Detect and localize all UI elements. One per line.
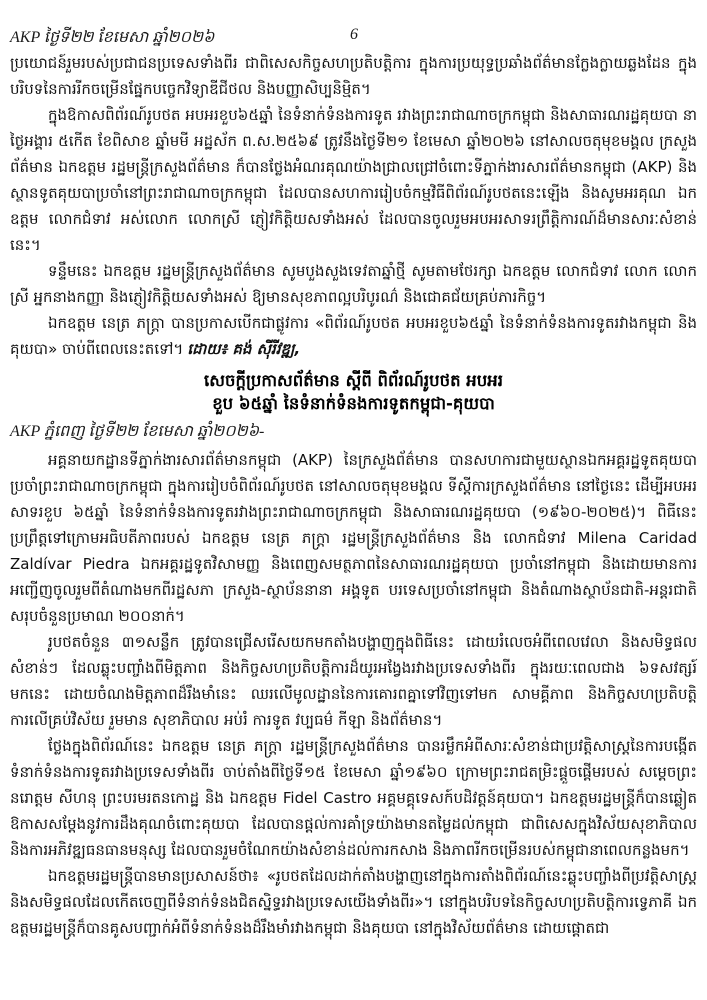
press-release-title <box>10 369 697 415</box>
paragraph-text: ឯកឧត្តម នេត្រ ភក្ត្រា បានប្រកាសបើកជាផ្លូវការ «ពិព័រណ៍រូបថត អបអរខួប៦៥ឆ្នាំ នៃទំនាក់ទំនងការទូតរវាងកម្ពុជា និងគុយបា» ចាប់ពីពេលនេះតទៅ។ <box>10 314 697 358</box>
press-release-title-line2: ខួប ៦៥ឆ្នាំ នៃទំនាក់ទំនងការទូតកម្ពុជា-គុយបា <box>212 394 495 413</box>
body-paragraph: ឯកឧត្តមរដ្ឋមន្ត្រីបានមានប្រសាសន៍ថា៖ «រូបថតដែលដាក់តាំងបង្ហាញនៅក្នុងការតាំងពិព័រណ៍នេះឆ្លុះបញ្ចាំងពីប្រវត្តិសាស្ត្រ និងសមិទ្ធផលដែលកើតចេញពីទំនាក់ទំនងជិតស្និទ្ធរវាងប្រទេសយើងទាំងពីរ»។ នៅក្នុងបរិបទនៃកិច្ចសហប្រតិបត្តិការទ្វេភាគី ឯកឧត្តមរដ្ឋមន្ត្រីក៏បានគូសបញ្ជាក់អំពីទំនាក់ទំនងដ៏រឹងមាំរវាងកម្ពុជា និងគុយបា នៅក្នុងវិស័យព័ត៌មាន ដោយផ្តោតជា <box>10 867 697 937</box>
press-release-body <box>10 447 697 941</box>
page-number: 6 <box>350 26 358 43</box>
body-paragraph <box>10 310 697 362</box>
body-paragraph: រូបថតចំនួន ៣១សន្លឹក ត្រូវបានជ្រើសរើសយកមកតាំងបង្ហាញក្នុងពិធីនេះ ដោយរំលេចអំពីពេលវេលា និងសមិទ្ធផលសំខាន់ៗ ដែលឆ្លុះបញ្ចាំងពីមិត្តភាព និងកិច្ចសហប្រតិបត្តិការដ៏យូរអង្វែងរវាងប្រទេសទាំងពីរ ក្នុងរយៈពេលជាង ៦ទសវត្សរ៍មកនេះ ដោយចំណងមិត្តភាពដ៏រឹងមាំនេះ ឈរលើមូលដ្ឋាននៃការគោរពគ្នាទៅវិញទៅមក សាមគ្គីភាព និងកិច្ចសហប្រតិបត្តិការលើគ្រប់វិស័យ រួមមាន សុខាភិបាល អប់រំ ការទូត វប្បធម៌ កីឡា និងព័ត៌មាន។ <box>10 633 697 729</box>
body-paragraph: ថ្លែងក្នុងពិព័រណ៍នេះ ឯកឧត្តម នេត្រ ភក្ត្រា រដ្ឋមន្ត្រីក្រសួងព័ត៌មាន បានរម្លឹកអំពីសារៈសំខាន់ជាប្រវត្តិសាស្ត្រនៃការបង្កើតទំនាក់ទំនងការទូតរវាងប្រទេសទាំងពីរ ចាប់តាំងពីថ្ងៃទី១៥ ខែមេសា ឆ្នាំ១៩៦០ ក្រោមព្រះរាជតម្រិះផ្តួចផ្តើមរបស់ សម្តេចព្រះ នរោត្តម សីហនុ ព្រះបរមរតនកោដ្ឋ និង ឯកឧត្តម Fidel Castro អគ្គមគ្គុទេសក៍បដិវត្តន៍គុយបា។ ឯកឧត្តមរដ្ឋមន្ត្រីក៏បានឆ្លៀតឱកាសសម្តែងនូវការដឹងគុណចំពោះគុយបា ដែលបានផ្តល់ការគាំទ្រយ៉ាងមានតម្លៃដល់កម្ពុជា ជាពិសេសក្នុងវិស័យសុខាភិបាល និងការអភិវឌ្ឍធនធានមនុស្ស ដែលបានរួមចំណែកយ៉ាងសំខាន់ដល់ការកសាង និងភាពរីកចម្រើនរបស់កម្ពុជានាពេលកន្លងមក។ <box>10 737 697 859</box>
press-release-dateline: AKP ភ្នំពេញ ថ្ងៃទី២២ ខែមេសា ឆ្នាំ២០២៦- <box>10 423 265 440</box>
page-header <box>10 26 697 50</box>
reporter-byline: ដោយ៖ គង់ ស៊ីរីវឌ្ឍ, <box>187 340 301 358</box>
body-paragraph: ទន្ទឹមនេះ ឯកឧត្តម រដ្ឋមន្ត្រីក្រសួងព័ត៌មាន សូមបួងសួងទេវតាឆ្នាំថ្មី សូមតាមថែរក្សា ឯកឧត្តម លោកជំទាវ លោក លោកស្រី អ្នកនាងកញ្ញា និងភ្ញៀវកិត្តិយសទាំងអស់ ឱ្យមានសុខភាពល្អបរិបូរណ៌ និងជោគជ័យគ្រប់ភារកិច្ច។ <box>10 262 697 306</box>
continued-article <box>10 50 697 362</box>
header-dateline: AKP ថ្ងៃទី២២ ខែមេសា ឆ្នាំ២០២៦ <box>10 29 215 46</box>
press-release <box>10 369 697 941</box>
press-release-title-line1: សេចក្តីប្រកាសព័ត៌មាន ស្តីពី ពិព័រណ៍រូបថត អបអរ <box>204 371 503 390</box>
body-paragraph: អគ្គនាយកដ្ឋានទីភ្នាក់ងារសារព័ត៌មានកម្ពុជា (AKP) នៃក្រសួងព័ត៌មាន បានសហការជាមួយស្ថានឯកអគ្គរដ្ឋទូតគុយបា ប្រចាំព្រះរាជាណាចក្រកម្ពុជា ក្នុងការរៀបចំពិព័រណ៍រូបថត នៅសាលចតុមុខមង្គល ទីស្តីការក្រសួងព័ត៌មាន នៅថ្ងៃនេះ ដើម្បីអបអរសាទរខួប ៦៥ឆ្នាំ នៃទំនាក់ទំនងការទូតរវាងព្រះរាជាណាចក្រកម្ពុជា និងសាធារណរដ្ឋគុយបា (១៩៦០-២០២៥)។ ពិធីនេះ ប្រព្រឹត្តទៅក្រោមអធិបតីភាពរបស់ ឯកឧត្តម នេត្រ ភក្ត្រា រដ្ឋមន្ត្រីក្រសួងព័ត៌មាន និង លោកជំទាវ Milena Caridad Zaldívar Piedra ឯកអគ្គរដ្ឋទូតវិសាមញ្ញ និងពេញសមត្ថភាពនៃសាធារណរដ្ឋគុយបា ប្រចាំនៅកម្ពុជា និងដោយមានការអញ្ជើញចូលរួមពីតំណាងមកពីរដ្ឋសភា ក្រសួង-ស្ថាប័ននានា អង្គទូត បរទេសប្រចាំនៅកម្ពុជា និងតំណាងស្ថាប័នជាតិ-អន្តរជាតិ សរុបចំនួនប្រមាណ ២០០នាក់។ <box>10 451 697 625</box>
body-paragraph: ប្រយោជន៍រួមរបស់ប្រជាជនប្រទេសទាំងពីរ ជាពិសេសកិច្ចសហប្រតិបត្តិការ ក្នុងការប្រយុទ្ធប្រឆាំងព័ត៌មានក្លែងក្លាយឆ្លងដែន ក្នុងបរិបទនៃការរីកចម្រើនផ្នែកបច្ចេកវិទ្យាឌីជីថល និងបញ្ញាសិប្បនិម្មិត។ <box>10 54 697 98</box>
body-paragraph: ក្នុងឱកាសពិព័រណ៍រូបថត អបអរខួប៦៥ឆ្នាំ នៃទំនាក់ទំនងការទូត រវាងព្រះរាជាណាចក្រកម្ពុជា និងសាធារណរដ្ឋគុយបា នាថ្ងៃអង្គារ ៥កើត ខែពិសាខ ឆ្នាំមមី អដ្ឋស័ក ព.ស.២៥៦៩ ត្រូវនឹងថ្ងៃទី២១ ខែមេសា ឆ្នាំ២០២៦ នៅសាលចតុមុខមង្គល ក្រសួងព័ត៌មាន ឯកឧត្តម រដ្ឋមន្ត្រីក្រសួងព័ត៌មាន ក៏បានថ្លែងអំណរគុណយ៉ាងជ្រាលជ្រៅចំពោះទីភ្នាក់ងារសារព័ត៌មានកម្ពុជា (AKP) និងស្ថានទូតគុយបាប្រចាំនៅព្រះរាជាណាចក្រកម្ពុជា ដែលបានសហការរៀបចំកម្មវិធីពិព័រណ៍រូបថតនេះឡើង និងសូមអរគុណ ឯកឧត្តម លោកជំទាវ អស់លោក លោកស្រី ភ្ញៀវកិត្តិយសទាំងអស់ ដែលបានចូលរួមអបអរសាទរព្រឹត្តិការណ៍ដ៏មានសារៈសំខាន់នេះ។ <box>10 106 697 254</box>
